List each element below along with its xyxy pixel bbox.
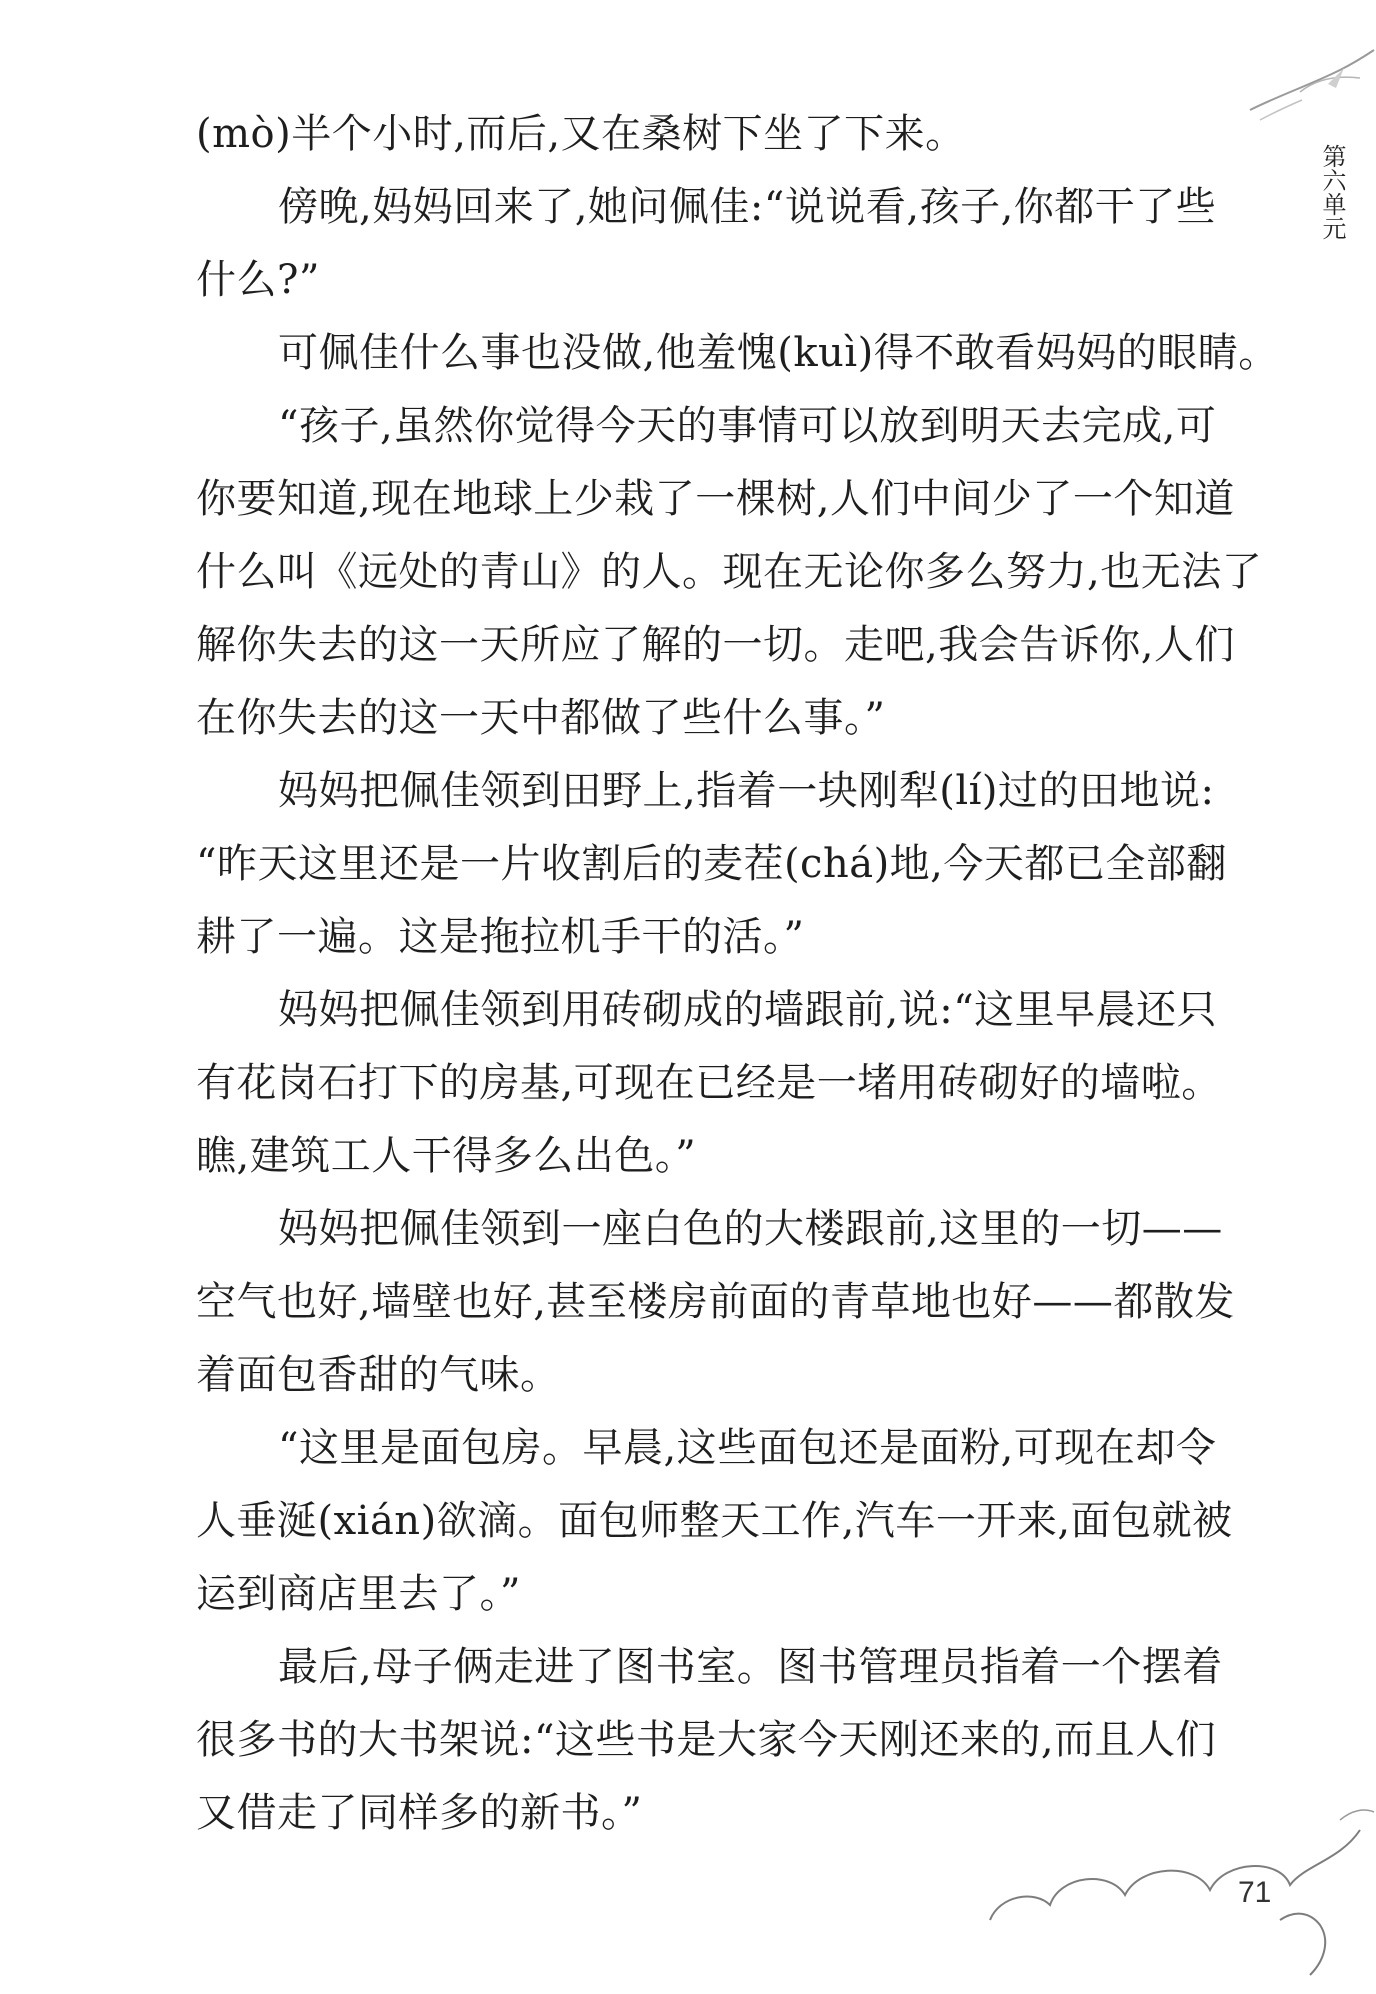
text-line: (mò)半个小时,而后,又在桑树下坐了下来。 — [196, 111, 966, 157]
text-line: 妈妈把佩佳领到用砖砌成的墙跟前,说:“这里早晨还只 — [278, 987, 1218, 1033]
paragraph — [196, 755, 1246, 974]
text-line: 傍晚,妈妈回来了,她问佩佳:“说说看,孩子,你都干了些 — [278, 184, 1217, 230]
paragraph — [196, 98, 1246, 171]
text-line: 运到商店里去了。” — [196, 1571, 521, 1617]
text-line: 最后,母子俩走进了图书室。图书管理员指着一个摆着 — [278, 1644, 1223, 1690]
text-line: 空气也好,墙壁也好,甚至楼房前面的青草地也好——都散发 — [196, 1279, 1235, 1325]
paragraph — [196, 390, 1263, 755]
text-line: 可佩佳什么事也没做,他羞愧(kuì)得不敢看妈妈的眼睛。 — [278, 330, 1279, 376]
text-line: “孩子,虽然你觉得今天的事情可以放到明天去完成,可 — [278, 403, 1217, 449]
paragraph — [196, 1412, 1246, 1631]
text-line: 着面包香甜的气味。 — [196, 1352, 561, 1398]
text-line: 解你失去的这一天所应了解的一切。走吧,我会告诉你,人们 — [196, 622, 1235, 668]
bird-sketch-icon — [1240, 40, 1376, 130]
paragraph — [196, 974, 1246, 1193]
text-line: 很多书的大书架说:“这些书是大家今天刚还来的,而且人们 — [196, 1717, 1217, 1763]
text-line: “这里是面包房。早晨,这些面包还是面粉,可现在却令 — [278, 1425, 1217, 1471]
paragraph — [196, 1193, 1246, 1412]
text-line: 耕了一遍。这是拖拉机手干的活。” — [196, 914, 805, 960]
text-line: 人垂涎(xián)欲滴。面包师整天工作,汽车一开来,面包就被 — [196, 1498, 1233, 1544]
text-line: 什么叫《远处的青山》的人。现在无论你多么努力,也无法了 — [196, 549, 1263, 595]
cloud-outline-icon — [980, 1800, 1376, 1994]
text-line: 妈妈把佩佳领到一座白色的大楼跟前,这里的一切—— — [278, 1206, 1223, 1252]
page-number: 71 — [1238, 1876, 1272, 1909]
unit-label: 第六单元 — [1318, 144, 1346, 240]
text-line: 又借走了同样多的新书。” — [196, 1790, 643, 1836]
text-line: 你要知道,现在地球上少栽了一棵树,人们中间少了一个知道 — [196, 476, 1235, 522]
text-line: 瞧,建筑工人干得多么出色。” — [196, 1133, 697, 1179]
paragraph — [196, 317, 1279, 390]
text-line: 什么?” — [196, 257, 320, 303]
text-line: 在你失去的这一天中都做了些什么事。” — [196, 695, 886, 741]
text-line: “昨天这里还是一片收割后的麦茬(chá)地,今天都已全部翻 — [196, 841, 1227, 887]
text-line: 有花岗石打下的房基,可现在已经是一堵用砖砌好的墙啦。 — [196, 1060, 1222, 1106]
story-text — [196, 98, 1279, 1850]
text-line: 妈妈把佩佳领到田野上,指着一块刚犁(lí)过的田地说: — [278, 768, 1215, 814]
paragraph — [196, 171, 1246, 317]
